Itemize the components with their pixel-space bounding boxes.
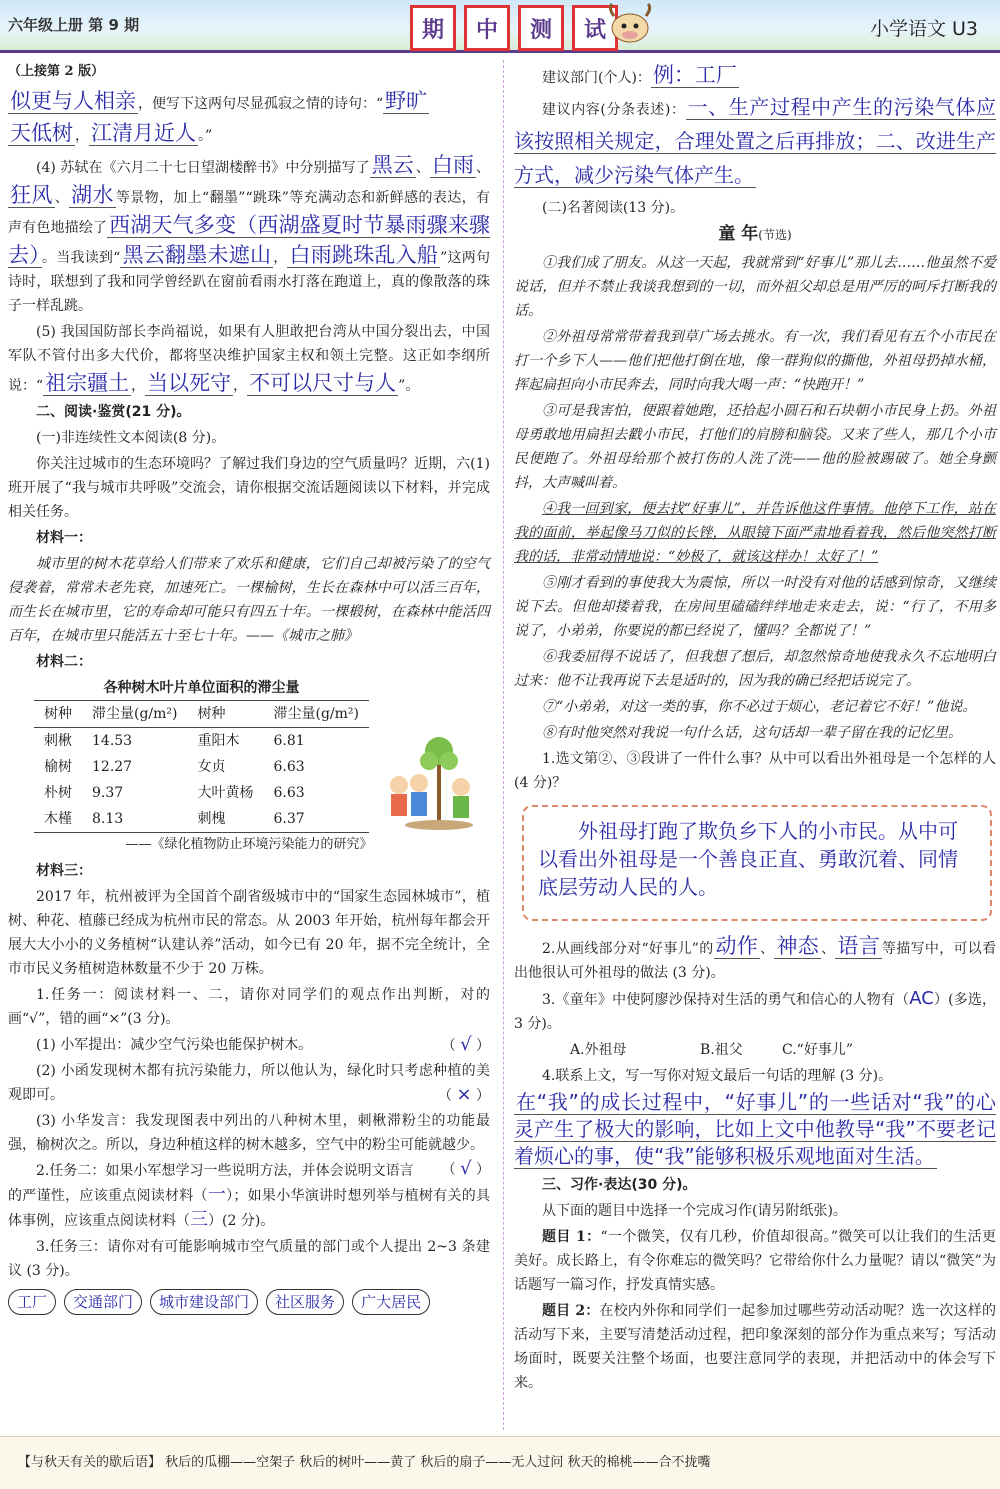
handwritten-answer: 西湖天气多变（西湖盛夏时节暴雨骤来骤去） xyxy=(8,213,491,267)
handwritten-answer: 狂风 xyxy=(10,183,53,207)
text: 等描写中，可以看出他很认可外祖母的做法 (3 分)。 xyxy=(514,941,997,981)
table-cell: 刺楸 xyxy=(44,733,72,749)
question-4-answer xyxy=(514,1090,996,1171)
handwritten-answer: 语言 xyxy=(837,934,880,958)
handwritten-answer: 祖宗疆土 xyxy=(45,371,130,395)
table-cell: 榆树 xyxy=(44,759,72,775)
text: 建议内容(分条表述)： xyxy=(542,102,686,118)
column-header: 树种 xyxy=(188,701,264,728)
table-source: ——《绿化植物防止环境污染能力的研究》 xyxy=(125,837,373,852)
table-row xyxy=(34,754,369,780)
column-header: 树种 xyxy=(34,701,82,728)
story-paragraph: ③可是我害怕，便跟着她跑，还拾起小圆石和石块朝小市民身上扔。外祖母勇敢地用扁担去戳小市民，打他们的肩膀和脑袋。又来了些人，那几个小市民便跑了。外祖母给那个被打伤的人洗了洗——他的脸被踢破了。她全身颤抖，大声喊叫着。 xyxy=(514,403,996,491)
handwritten-answer: 黑云翻墨未遮山 xyxy=(122,243,272,267)
table-row xyxy=(34,780,369,806)
text: (3) 小华发言：我发现图表中列出的八种树木里，刺楸滞粉尘的功能最强，榆树次之。所以，身边种植这样的树木越多，空气中的粉尘可能就越少。 xyxy=(8,1113,490,1153)
table-cell: 女贞 xyxy=(197,759,226,775)
text: 题目 2： xyxy=(542,1303,600,1319)
text: ”。 xyxy=(398,378,420,394)
handwritten-answer: 似更与人相亲 xyxy=(10,89,136,113)
table-cell: 大叶黄杨 xyxy=(197,785,254,801)
reading-question-1: 1.选文第②、③段讲了一件什么事？从中可以看出外祖母是一个怎样的人 (4 分)？ xyxy=(514,751,996,791)
material-label: 材料二： xyxy=(36,654,92,670)
story-paragraph: ④我一回到家，便去找“好事儿”，并告诉他这件事情。他停下工作，站在我的面前，举起像马刀似的长锉，从眼镜下面严肃地看着我，然后他突然打断我的话，非常动情地说：“妙极了，就该这样办！太好了！” xyxy=(514,501,996,565)
column-divider xyxy=(503,60,504,1430)
handwritten-answer: × xyxy=(456,1084,472,1105)
handwritten-answer: 在“我”的成长过程中，“好事儿”的一些话对“我”的心灵产生了极大的影响，比如上文中他教导“我”不要老记着烦心的事，使“我”能够积极乐观地面对生活。 xyxy=(514,1090,996,1168)
page-header xyxy=(0,0,1000,53)
handwritten-answer: 不可以尺寸与人 xyxy=(249,371,397,395)
text: 。” xyxy=(198,128,213,144)
exam-title xyxy=(410,5,618,51)
question-options xyxy=(514,1038,996,1062)
department-oval: 工厂 xyxy=(8,1289,56,1315)
table-cell: 9.37 xyxy=(92,785,124,801)
task-1-item xyxy=(8,1033,490,1057)
answer-paren: （ × ） xyxy=(438,1084,490,1105)
text: (2) 小函发现树木都有抗污染能力，所以他认为，绿化时只考虑种植的美观即可。 xyxy=(8,1063,490,1103)
footer-text: 【与秋天有关的歇后语】 秋后的瓜棚——空架子 秋后的树叶——黄了 秋后的扇子——无人过问 秋天的棉桃——合不拢嘴 xyxy=(18,1455,711,1470)
handwritten-answer: 天低树 xyxy=(10,121,73,145)
children-planting-tree-image xyxy=(379,733,479,833)
writing-topic-2 xyxy=(514,1299,996,1395)
intro-text: 你关注过城市的生态环境吗？了解过我们身边的空气质量吗？近期，六(1) 班开展了“我与城市共呼吸”交流会，请你根据交流话题阅读以下材料，并完成相关任务。 xyxy=(8,456,490,520)
handwritten-answer: 白雨跳珠乱入船 xyxy=(289,243,439,267)
title-tile: 期 xyxy=(410,5,456,51)
title-tile: 试 xyxy=(572,5,618,51)
left-column xyxy=(8,60,490,1315)
story-paragraph: ②外祖母常常带着我到草广场去挑水。有一次，我们看见有五个小市民在打一个乡下人——他们把他打倒在地，像一群狗似的撕他，外祖母扔掉水桶，挥起扁担向小市民奔去，同时向我大喝一声：“快跑开！” xyxy=(514,329,996,393)
continued-note: （上接第 2 版） xyxy=(8,64,105,79)
text: 2.从画线部分对“好事儿”的 xyxy=(542,941,714,957)
handwritten-answer: 神态 xyxy=(776,934,820,958)
table-cell: 12.27 xyxy=(92,759,133,775)
story-paragraph: ⑦“小弟弟，对这一类的事，你不必过于烦心，老记着它不好！”他说。 xyxy=(542,699,977,715)
table-cell: 刺槐 xyxy=(188,806,264,833)
dust-table xyxy=(34,700,369,833)
column-header: 滞尘量(g/m²) xyxy=(82,701,188,728)
title-tile: 测 xyxy=(518,5,564,51)
text: ）；如果小华演讲时想列举与植树有关的具体事例，应该重点阅读材料（ xyxy=(8,1188,491,1229)
writing-intro: 从下面的题目中选择一个完成习作(请另附纸张)。 xyxy=(542,1203,847,1219)
table-cell: 8.13 xyxy=(82,806,188,833)
ox-mascot-icon xyxy=(600,2,660,46)
task-1-item xyxy=(8,1059,490,1107)
task-1: 1.任务一：阅读材料一、二，请你对同学们的观点作出判断，对的画“√”，错的画“×”(3 分)。 xyxy=(8,987,490,1027)
table-cell: 6.81 xyxy=(273,733,305,749)
text: ）(2 分)。 xyxy=(208,1213,275,1229)
text: 等景物，加上“翻墨”“跳珠”等充满动态和新鲜感的表达，有声有色地描绘了 xyxy=(8,190,490,236)
subsection-heading: (一)非连续性文本阅读(8 分)。 xyxy=(36,430,226,446)
handwritten-answer: 例：工厂 xyxy=(652,63,737,87)
handwritten-answer: 湖水 xyxy=(71,183,114,207)
handwritten-answer: 动作 xyxy=(715,934,759,958)
handwritten-answer: AC xyxy=(909,988,934,1009)
text: 童 年 xyxy=(718,224,759,244)
text: (4) 苏轼在《六月二十七日望湖楼醉书》中分别描写了 xyxy=(36,160,370,176)
section-heading: 三、习作·表达(30 分)。 xyxy=(542,1177,697,1193)
page-footer xyxy=(0,1436,1000,1489)
text: 建议部门(个人)： xyxy=(542,70,651,86)
text: 在校内外你和同学们一起参加过哪些劳动活动呢？选一次这样的活动写下来，主要写清楚活动过程，把印象深刻的部分作为重点来写；写活动场面时，既要关注整个场面，也要注意同学的表现，并把活动中的体会写下来。 xyxy=(514,1303,997,1391)
handwritten-answer: 当以死守 xyxy=(147,371,232,395)
question-4: (4) 苏轼在《六月二十七日望湖楼醉书》中分别描写了黑云 、白雨 、狂风 、湖水 等景物，加上“翻墨”“跳珠”等充满动态和新鲜感的表达，有声有色地描绘了西湖天气多变（西湖盛夏时节暴雨骤来骤去） 。当我读到“黑云翻墨未遮山 ，白雨跳珠乱入船 ”这两句诗时，联想到了我和同学曾经趴在窗前看雨水打落在跑道上，真的像散落的珠子一样乱跳。 xyxy=(8,153,491,314)
handwritten-answer: √ xyxy=(460,1034,472,1055)
department-oval: 交通部门 xyxy=(64,1289,142,1315)
handwritten-answer: √ xyxy=(460,1158,472,1179)
material-label: 材料三： xyxy=(36,863,92,879)
material-2 xyxy=(8,676,490,833)
subsection-heading: (二)名著阅读(13 分)。 xyxy=(542,200,685,216)
table-cell: 重阳木 xyxy=(197,733,240,749)
text: (5) 我国国防部长李尚福说，如果有人胆敢把台湾从中国分裂出去，中国军队不管付出多大代价，都将坚决维护国家主权和领土完整。这正如李纲所说：“ xyxy=(8,324,490,394)
material-label: 材料一： xyxy=(36,530,92,546)
section-heading: 二、阅读·鉴赏(21 分)。 xyxy=(36,404,191,420)
table-cell: 朴树 xyxy=(44,785,72,801)
text: (节选) xyxy=(758,228,792,242)
table-row xyxy=(34,806,369,833)
suggestion-dept xyxy=(514,60,996,90)
department-oval: 社区服务 xyxy=(266,1289,344,1315)
option: C.“好事儿” xyxy=(782,1042,853,1058)
table-row xyxy=(34,728,369,755)
text: 2.任务二：如果小军想学习一些说明方法，并体会说明文语言的严谨性，应该重点阅读材料（ xyxy=(8,1163,414,1204)
table-cell: 6.37 xyxy=(264,806,370,833)
handwritten-answer: 白雨 xyxy=(431,153,475,177)
subject-label: 小学语文 U3 xyxy=(869,18,978,40)
reading-question-2: 2.从画线部分对“好事儿”的动作 、神态 、语言 等描写中，可以看出他很认可外祖母的做法 (3 分)。 xyxy=(514,934,997,981)
handwritten-answer: 三 xyxy=(190,1209,208,1230)
answer-paren: （ √ ） xyxy=(441,1158,490,1179)
handwritten-answer: 外祖母打跑了欺负乡下人的小市民。从中可以看出外祖母是一个善良正直、勇敢沉着、同情底层劳动人民的人。 xyxy=(538,819,958,899)
poem-line xyxy=(8,86,490,116)
writing-topic-1 xyxy=(514,1225,996,1297)
option: B.祖父 xyxy=(700,1042,743,1058)
answer-paren: （ √ ） xyxy=(441,1034,490,1055)
table-title: 各种树木叶片单位面积的滞尘量 xyxy=(103,680,300,696)
text: 3.《童年》中使阿廖沙保持对生活的勇气和信心的人物有（ xyxy=(542,992,910,1008)
reading-question-4: 4.联系上文，写一写你对短文最后一句话的理解 (3 分)。 xyxy=(542,1068,893,1084)
table-cell: 14.53 xyxy=(92,733,133,749)
department-oval: 城市建设部门 xyxy=(150,1289,258,1315)
option: A.外祖母 xyxy=(570,1042,627,1058)
story-title xyxy=(514,222,996,247)
handwritten-answer: 一 xyxy=(207,1184,227,1205)
table-cell: 6.63 xyxy=(273,759,305,775)
column-header: 滞尘量(g/m²) xyxy=(264,701,370,728)
task-3: 3.任务三：请你对有可能影响城市空气质量的部门或个人提出 2~3 条建议 (3 分)。 xyxy=(8,1239,490,1279)
table-cell: 6.63 xyxy=(273,785,305,801)
story-paragraph: ⑥我委屈得不说话了，但我想了想后，却忽然惊奇地使我永久不忘地明白过来：他不让我再说下去是适时的，因为我的确已经把话说完了。 xyxy=(514,649,996,689)
text: ，便写下这两句尽显孤寂之情的诗句：“ xyxy=(138,96,384,112)
text: ”这两句诗时，联想到了我和同学曾经趴在窗前看雨水打落在跑道上，真的像散落的珠子一样乱跳。 xyxy=(8,250,491,314)
suggestion-content xyxy=(514,92,996,194)
right-column xyxy=(514,60,996,1397)
text: ）(多选，3 分)。 xyxy=(514,992,996,1032)
department-options xyxy=(8,1289,490,1315)
department-oval: 广大居民 xyxy=(352,1289,430,1315)
text: 。当我读到“ xyxy=(41,250,121,266)
handwritten-answer: 一、生产过程中产生的污染气体应该按照相关规定，合理处置之后再排放；二、改进生产方式，减少污染气体产生。 xyxy=(514,95,996,187)
story-paragraph: ⑧有时他突然对我说一句什么话，这句话却一辈子留在我的记忆里。 xyxy=(542,725,962,741)
text: “一个微笑，仅有几秒，价值却很高。”微笑可以让我们的生活更美好。成长路上，有令你难忘的微笑吗？它带给你什么力量呢？请以“微笑”为话题写一篇习作，抒发真情实感。 xyxy=(514,1229,996,1293)
story-paragraph: ⑤刚才看到的事使我大为震惊，所以一时没有对他的话感到惊奇，又继续说下去。但他却搂着我，在房间里磕磕绊绊地走来走去，说：“行了，不用多说了，小弟弟，你要说的都已经说了，懂吗？全都说了！” xyxy=(514,575,996,639)
text: (1) 小军提出：减少空气污染也能保护树木。 xyxy=(36,1037,313,1053)
material-3-text: 2017 年，杭州被评为全国首个副省级城市中的“国家生态园林城市”，植树、种花、植藤已经成为杭州市民的常态。从 2003 年开始，杭州每年都会开展大大小小的义务植树“认建认养”活动，如今已有 20 年，据不完全统计，全市市民义务植树造林数量不少于 20 万株。 xyxy=(8,889,490,977)
handwritten-answer: 江清月近人 xyxy=(91,121,196,145)
handwritten-answer: 野旷 xyxy=(385,89,428,113)
poem-line: 天低树 ，江清月近人 。” xyxy=(10,121,213,145)
title-tile: 中 xyxy=(464,5,510,51)
reading-question-3 xyxy=(514,987,996,1036)
table-cell: 木槿 xyxy=(34,806,82,833)
story-paragraph: ①我们成了朋友。从这一天起，我就常到“好事儿”那儿去……他虽然不爱说话，但并不禁止我谈我想到的一切，而外祖父却总是用严厉的呵斥打断我的话。 xyxy=(514,255,996,319)
answer-box xyxy=(522,805,992,921)
material-1-text: 城市里的树木花草给人们带来了欢乐和健康，它们自己却被污染了的空气侵袭着，常常未老先衰，加速死亡。一棵榆树，生长在森林中可以活三百年，而生长在城市里，它的寿命却可能只有四五十年。一棵椴树，在森林中能活四百年，在城市里只能活五十至七十年。——《城市之肺》 xyxy=(8,556,490,644)
task-1-item xyxy=(8,1109,490,1179)
table-header-row xyxy=(34,701,369,728)
issue-label: 六年级上册 第 9 期 xyxy=(8,16,140,34)
handwritten-answer: 黑云 xyxy=(371,153,414,177)
question-5: (5) 我国国防部长李尚福说，如果有人胆敢把台湾从中国分裂出去，中国军队不管付出多大代价，都将坚决维护国家主权和领土完整。这正如李纲所说：“祖宗疆土 ，当以死守 ，不可以尺寸与人 ”。 xyxy=(8,324,490,395)
text: 题目 1： xyxy=(542,1229,601,1245)
